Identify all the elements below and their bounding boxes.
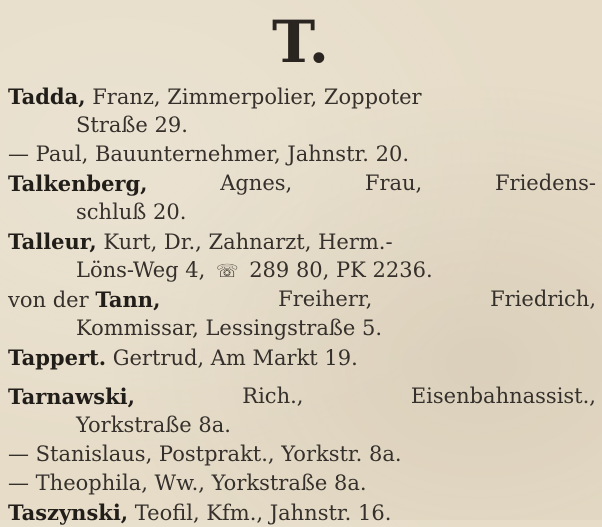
entry-surname: Tadda, [8,84,86,109]
entry-name-group [8,285,160,314]
entry-surname: Talleur, [8,229,97,254]
telephone-icon: ☏ [215,261,239,282]
entry-prefix: von der [8,288,89,312]
entry-address: Löns-Weg 4, [76,258,206,282]
entry-surname: Tarnawski, [8,384,135,409]
entry-word: Frau, [364,171,423,195]
entry-stanislaus-line: — Stanislaus, Postprakt., Yorkstr. 8a. [8,442,402,466]
entry-surname: Tappert. [8,345,107,370]
entry-tarnawski-line-2: Yorkstraße 8a. [76,413,231,437]
entry-word: Friedens- [494,171,596,195]
entry-details: Teofil, Kfm., Jahnstr. 16. [134,501,392,525]
entry-details: Franz, Zimmerpolier, Zoppoter [92,85,422,109]
entry-details: Kurt, Dr., Zahnarzt, Herm.- [103,230,393,254]
entry-tadda-line-2: Straße 29. [76,113,188,137]
entry-tadda-line-1 [8,82,596,111]
entry-tann-line-1 [8,285,596,314]
entry-word: Agnes, [220,171,293,195]
section-letter-heading: T. [272,8,330,76]
entry-taszynski-line [8,498,596,527]
entry-tarnawski-line-1 [8,382,596,411]
directory-entries [8,82,596,527]
entry-word: Rich., [242,384,304,408]
entry-surname: Taszynski, [8,500,129,525]
entry-word: Friedrich, [490,287,596,311]
entry-talkenberg-line-2: schluß 20. [76,200,187,224]
entry-theophila-line: — Theophila, Ww., Yorkstraße 8a. [8,471,367,495]
entry-surname: Tann, [95,287,161,312]
entry-word: Eisenbahnassist., [410,384,596,408]
entry-word: Freiherr, [278,287,373,311]
entry-phone: 289 80, PK 2236. [249,258,433,282]
entry-tann-line-2: Kommissar, Lessingstraße 5. [76,316,383,340]
entry-details: Gertrud, Am Markt 19. [112,346,358,370]
entry-surname: Talkenberg, [8,171,148,196]
entry-talleur-line-2 [8,256,596,285]
entry-paul-line: — Paul, Bauunternehmer, Jahnstr. 20. [8,142,409,166]
entry-tappert-line [8,343,596,372]
entry-talkenberg-line-1 [8,169,596,198]
entry-talleur-line-1 [8,227,596,256]
entry-spacer [8,372,596,382]
